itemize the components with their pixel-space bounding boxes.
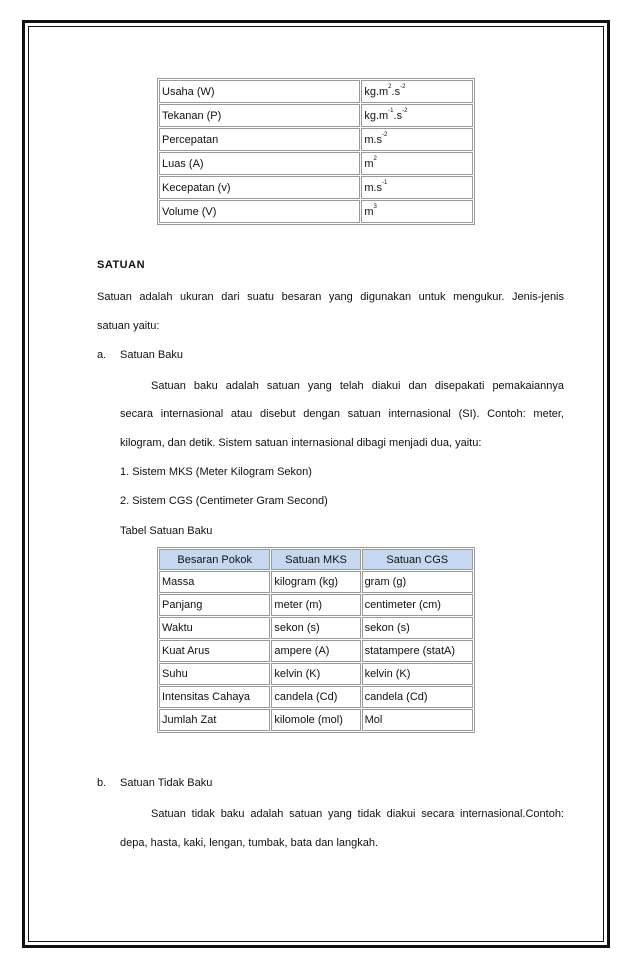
tidak-baku-paragraph-line-2: depa, hasta, kaki, lengan, tumbak, bata dan langkah. — [120, 837, 379, 849]
table-cell: Waktu — [159, 617, 270, 639]
quantity-cell: Percepatan — [159, 128, 360, 151]
unit-exponent: -2 — [382, 131, 388, 138]
table-cell: kelvin (K) — [271, 663, 360, 685]
unit-exponent: -2 — [400, 83, 406, 90]
quantity-cell: Tekanan (P) — [159, 104, 360, 127]
table-cell: candela (Cd) — [362, 686, 473, 708]
table-row — [159, 686, 473, 708]
unit-exponent: -1 — [382, 179, 388, 186]
unit-cell — [361, 80, 473, 103]
unit-cell — [361, 128, 473, 151]
list-label-b: b. — [97, 777, 107, 789]
table-cell: meter (m) — [271, 594, 360, 616]
section-heading: SATUAN — [97, 259, 146, 271]
table-row — [159, 152, 473, 175]
table-row — [159, 594, 473, 616]
table-cell: Massa — [159, 571, 270, 593]
satuan-baku-table — [157, 547, 475, 733]
column-header: Satuan MKS — [271, 549, 360, 570]
table-row — [159, 571, 473, 593]
unit-exponent: 2 — [373, 155, 377, 162]
table-row — [159, 200, 473, 223]
intro-line-1: Satuan adalah ukuran dari suatu besaran yang digunakan untuk mengukur. Jenis-jenis — [97, 291, 564, 303]
table-cell: kilogram (kg) — [271, 571, 360, 593]
table-cell: candela (Cd) — [271, 686, 360, 708]
table-cell: Mol — [362, 709, 473, 731]
unit-base: m — [364, 205, 374, 218]
subheading-satuan-tidak-baku: Satuan Tidak Baku — [120, 777, 213, 789]
unit-cell — [361, 200, 473, 223]
table-row — [159, 128, 473, 151]
subheading-satuan-baku: Satuan Baku — [120, 349, 183, 361]
quantity-cell: Volume (V) — [159, 200, 360, 223]
column-header: Besaran Pokok — [159, 549, 270, 570]
table-cell: Kuat Arus — [159, 640, 270, 662]
column-header: Satuan CGS — [362, 549, 473, 570]
baku-paragraph-line-1: Satuan baku adalah satuan yang telah diakui dan disepakati pemakaiannya — [151, 380, 564, 392]
table-cell: ampere (A) — [271, 640, 360, 662]
table-row — [159, 709, 473, 731]
tidak-baku-paragraph-line-1: Satuan tidak baku adalah satuan yang tidak diakui secara internasional.Contoh: — [151, 808, 564, 820]
table-cell: Panjang — [159, 594, 270, 616]
unit-exponent: -2 — [402, 107, 408, 114]
unit-base: m.s — [364, 181, 383, 194]
unit-base: kg.m — [364, 109, 389, 122]
list-label-a: a. — [97, 349, 107, 361]
unit-exponent: 3 — [373, 203, 377, 210]
baku-paragraph-line-3: kilogram, dan detik. Sistem satuan internasional dibagi menjadi dua, yaitu: — [120, 437, 482, 449]
intro-line-2: satuan yaitu: — [97, 320, 160, 332]
table-cell: centimeter (cm) — [362, 594, 473, 616]
table-row — [159, 663, 473, 685]
table-cell: Suhu — [159, 663, 270, 685]
unit-mid: .s — [393, 109, 403, 122]
table-row — [159, 80, 473, 103]
quantity-cell: Usaha (W) — [159, 80, 360, 103]
unit-cell — [361, 104, 473, 127]
list-item-cgs: 2. Sistem CGS (Centimeter Gram Second) — [120, 495, 328, 507]
table-row — [159, 176, 473, 199]
derived-units-table — [157, 78, 475, 225]
table-cell: kilomole (mol) — [271, 709, 360, 731]
table-cell: kelvin (K) — [362, 663, 473, 685]
unit-cell — [361, 152, 473, 175]
unit-base: m — [364, 157, 374, 170]
unit-base: kg.m — [364, 85, 389, 98]
table-cell: Intensitas Cahaya — [159, 686, 270, 708]
table-cell: gram (g) — [362, 571, 473, 593]
unit-mid: .s — [391, 85, 401, 98]
quantity-cell: Luas (A) — [159, 152, 360, 175]
table-row — [159, 104, 473, 127]
list-item-mks: 1. Sistem MKS (Meter Kilogram Sekon) — [120, 466, 312, 478]
table-header-row — [159, 549, 473, 570]
unit-base: m.s — [364, 133, 383, 146]
unit-cell — [361, 176, 473, 199]
baku-paragraph-line-2: secara internasional atau disebut dengan satuan internasional (SI). Contoh: meter, — [120, 408, 564, 420]
table-row — [159, 617, 473, 639]
table-cell: sekon (s) — [271, 617, 360, 639]
unit-exponent: -1 — [388, 107, 394, 114]
unit-exponent: 2 — [388, 83, 392, 90]
table-row — [159, 640, 473, 662]
table-caption: Tabel Satuan Baku — [120, 525, 213, 537]
table-cell: statampere (statA) — [362, 640, 473, 662]
table-cell: sekon (s) — [362, 617, 473, 639]
quantity-cell: Kecepatan (v) — [159, 176, 360, 199]
table-cell: Jumlah Zat — [159, 709, 270, 731]
